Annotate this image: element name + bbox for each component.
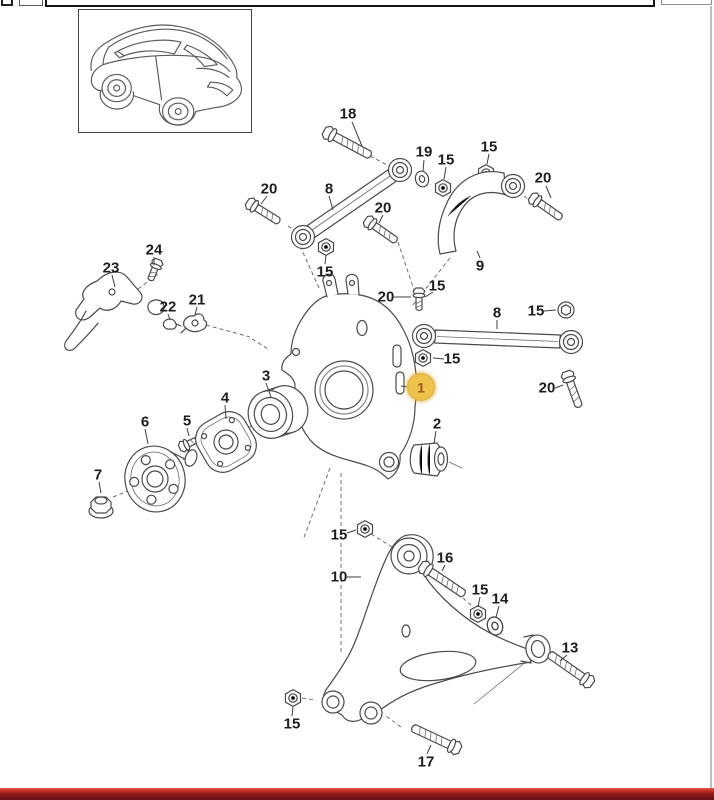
part-callout-20[interactable]: 20 [374,199,392,217]
bottom-red-bar [0,788,714,800]
bolt-20-drawing [560,369,585,409]
part-callout-13[interactable]: 13 [561,639,579,657]
clip-22-drawing [163,319,181,329]
part-callout-15[interactable]: 15 [428,277,446,295]
part-callout-15[interactable]: 15 [443,350,461,368]
washer-19-drawing [414,170,431,189]
part-callout-14[interactable]: 14 [491,590,509,608]
wheel-carrier-knuckle-drawing [282,274,417,479]
nut-15-drawing [286,690,301,707]
part-callout-4[interactable]: 4 [220,389,230,407]
part-callout-15[interactable]: 15 [471,581,489,599]
part-callout-9[interactable]: 9 [475,257,485,275]
nut-15-drawing [319,239,334,256]
part-callout-16[interactable]: 16 [436,549,454,567]
part-callout-19[interactable]: 19 [415,143,433,161]
part-callout-15[interactable]: 15 [283,715,301,733]
nut-15-drawing [436,180,451,197]
nut-15-drawing [416,350,431,367]
part-callout-6[interactable]: 6 [140,413,150,431]
part-callout-5[interactable]: 5 [182,412,192,430]
part-callout-20[interactable]: 20 [538,379,556,397]
bolt-17-drawing [409,721,463,756]
part-callout-20[interactable]: 20 [534,169,552,187]
part-callout-15[interactable]: 15 [527,302,545,320]
part-callout-24[interactable]: 24 [145,241,163,259]
part-callout-15[interactable]: 15 [480,138,498,156]
bolt-18-drawing [321,124,375,162]
part-callout-15[interactable]: 15 [316,263,334,281]
nut-15-top-view-drawing [558,302,574,318]
part-callout-7[interactable]: 7 [93,466,103,484]
part-callout-15[interactable]: 15 [437,151,455,169]
part-callout-8[interactable]: 8 [492,304,502,322]
part-callout-23[interactable]: 23 [102,259,120,277]
part-callout-18[interactable]: 18 [339,105,357,123]
bushing-2-drawing [410,443,447,476]
part-callout-15[interactable]: 15 [330,526,348,544]
bolt-20-drawing [527,191,566,224]
nut-15-drawing [358,521,373,538]
window-right-edge-line [710,6,712,790]
part-callout-22[interactable]: 22 [159,298,177,316]
part-callout-10[interactable]: 10 [330,568,348,586]
upper-control-arm-9-drawing [438,172,524,254]
wheel-hub-6-drawing [119,440,199,517]
part-callout-2[interactable]: 2 [432,415,442,433]
part-callout-3[interactable]: 3 [261,367,271,385]
part-callout-20[interactable]: 20 [377,288,395,306]
part-callout-1-selected[interactable]: 1 [409,375,434,400]
part-callout-17[interactable]: 17 [417,753,435,771]
part-callout-8[interactable]: 8 [324,180,334,198]
part-callout-21[interactable]: 21 [188,291,206,309]
part-callout-20[interactable]: 20 [260,180,278,198]
axle-nut-7-drawing [89,497,113,518]
nut-15-drawing [471,606,486,623]
sensor-21-drawing [181,314,206,333]
bolt-20-drawing [413,288,425,311]
